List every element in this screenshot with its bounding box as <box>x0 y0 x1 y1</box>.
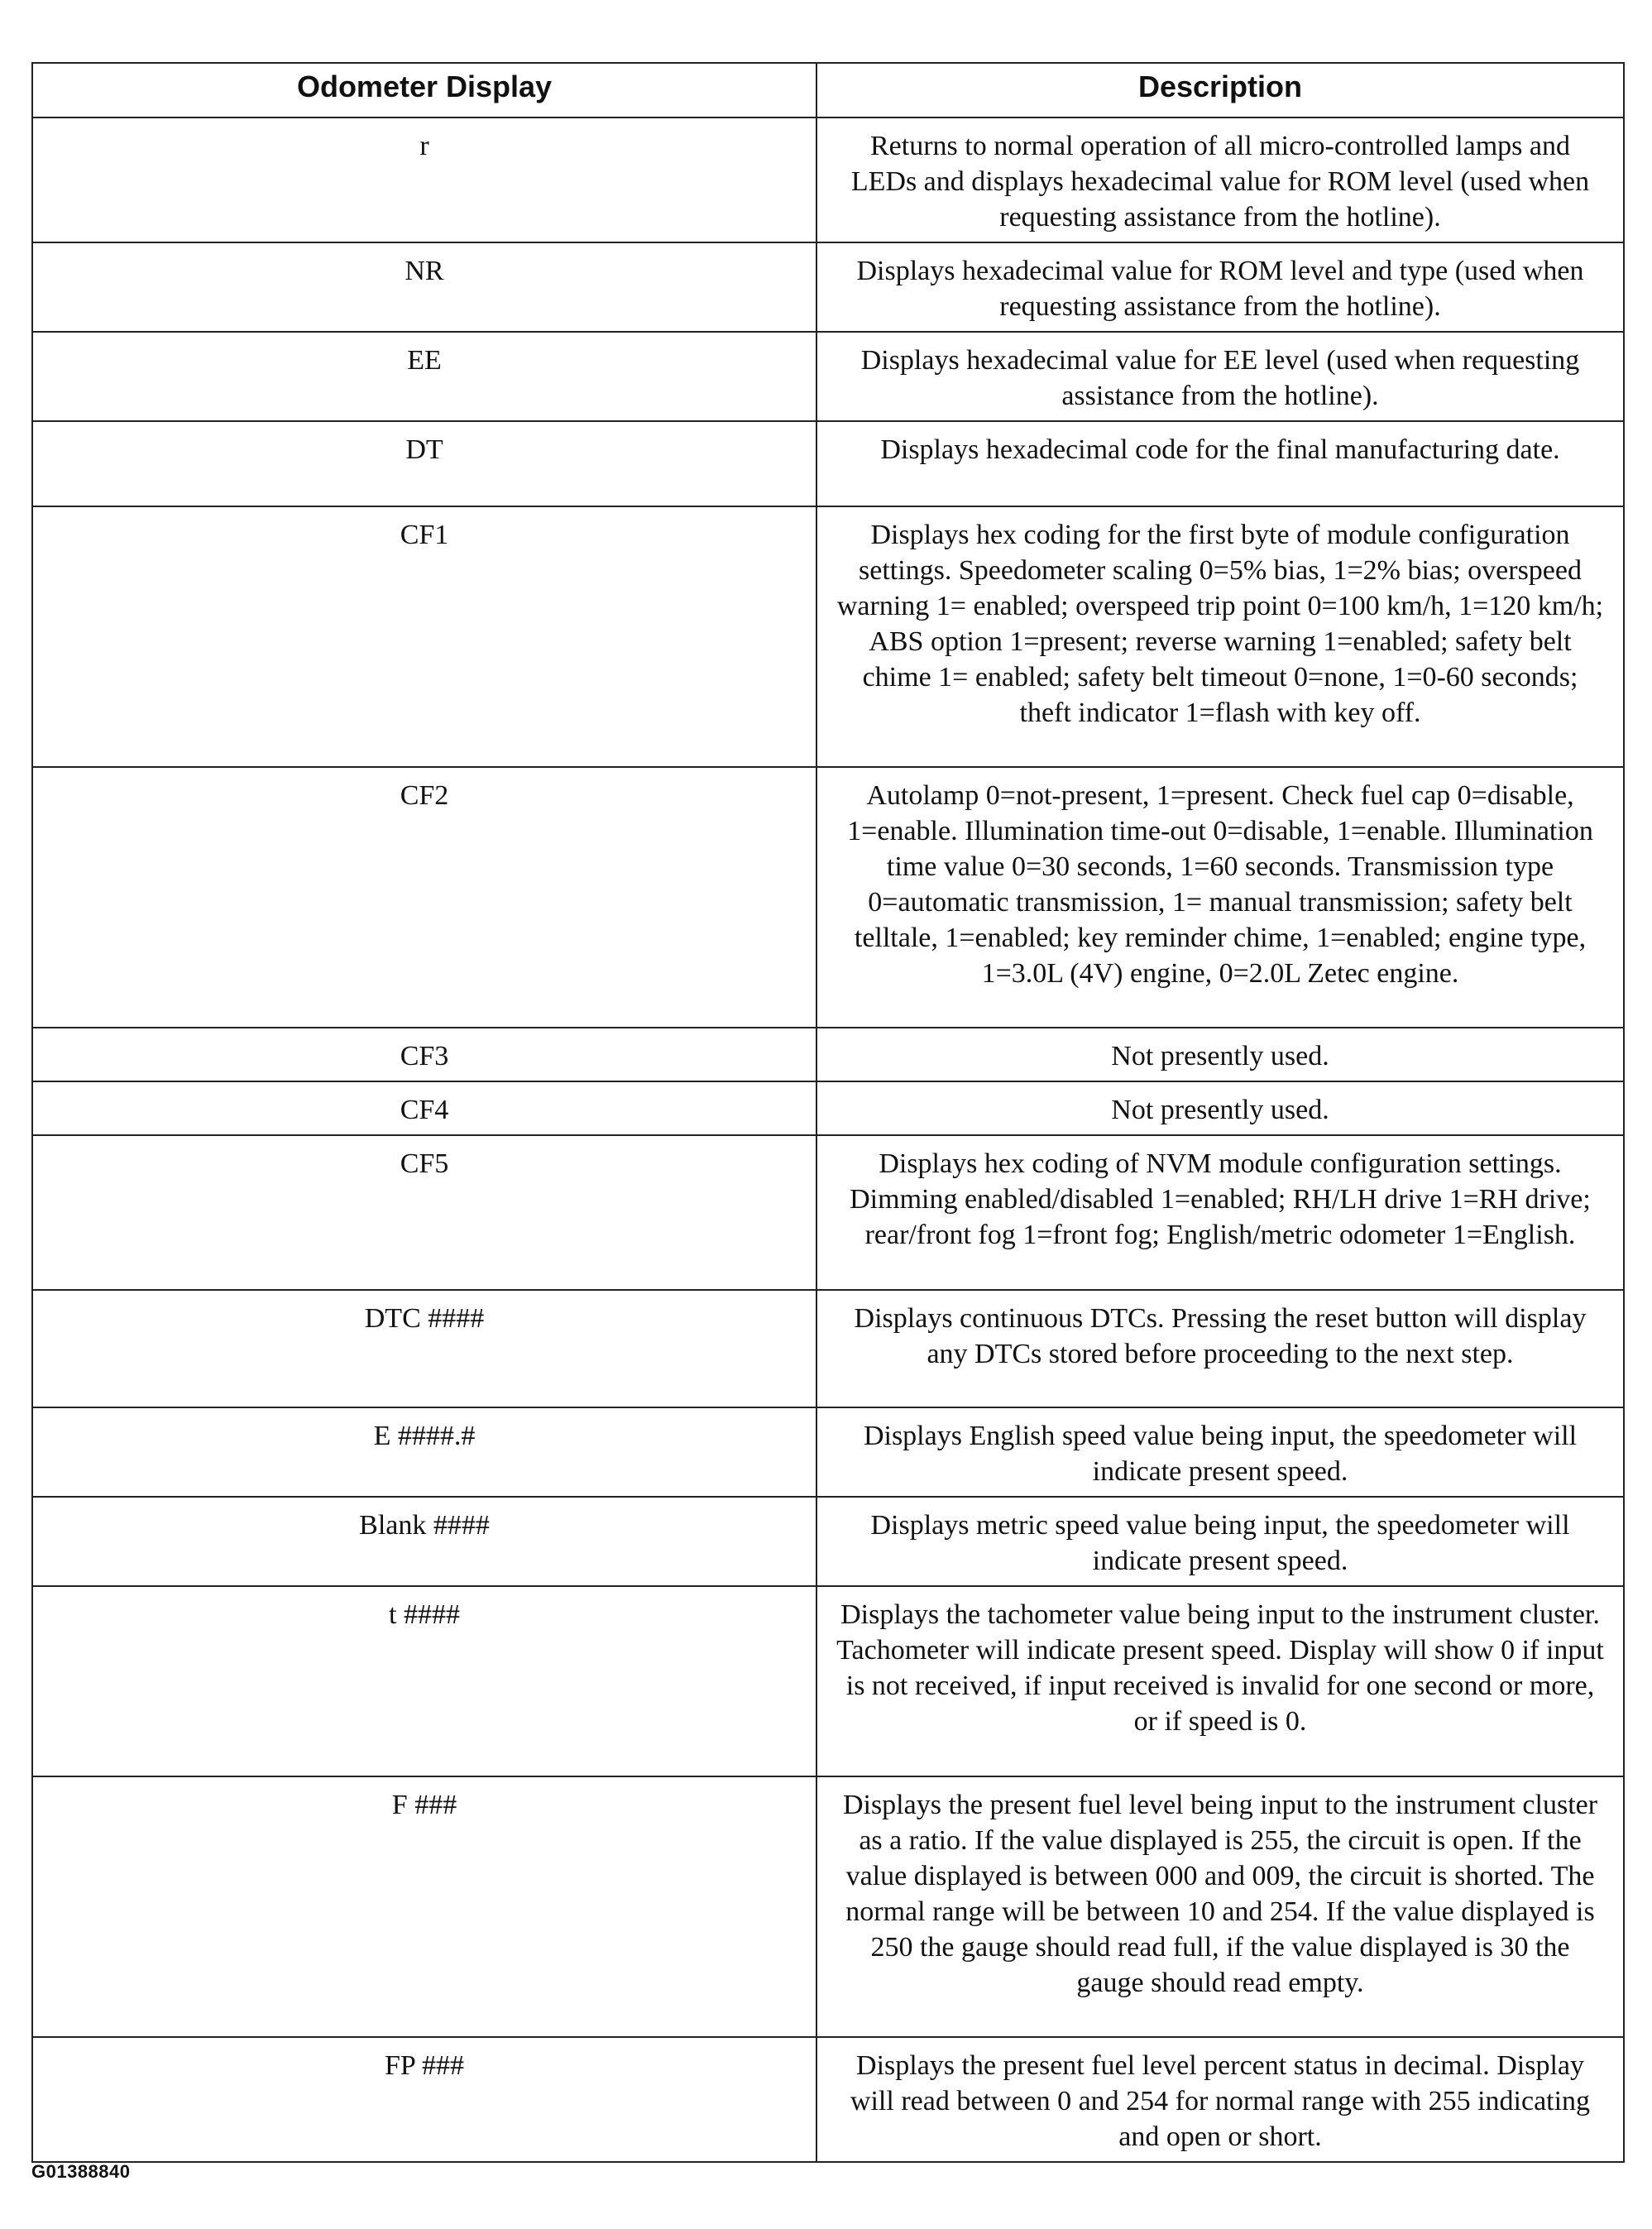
table-row <box>32 421 1624 506</box>
description-cell: Autolamp 0=not-present, 1=present. Check fuel cap 0=disable, 1=enable. Illumination time-out 0=disable, 1=enable. Illumination time value 0=30 seconds, 1=60 seconds. Transmission type 0=automatic transmission, 1= manual transmission; safety belt telltale, 1=enabled; key reminder chime, 1=enabled; engine type, 1=3.0L (4V) engine, 0=2.0L Zetec engine. <box>816 767 1624 1028</box>
table-header-row <box>32 63 1624 117</box>
description-cell: Displays hex coding of NVM module configuration settings. Dimming enabled/disabled 1=enabled; RH/LH drive 1=RH drive; rear/front fog 1=front fog; English/metric odometer 1=English. <box>816 1135 1624 1290</box>
header-description: Description <box>816 63 1624 117</box>
table-row <box>32 1407 1624 1497</box>
description-cell: Displays the tachometer value being input to the instrument cluster. Tachometer will indicate present speed. Display will show 0 if input is not received, if input received is invalid for one second or more, or if speed is 0. <box>816 1586 1624 1776</box>
description-cell: Displays hex coding for the first byte of module configuration settings. Speedometer scaling 0=5% bias, 1=2% bias; overspeed warning 1= enabled; overspeed trip point 0=100 km/h, 1=120 km/h; ABS option 1=present; reverse warning 1=enabled; safety belt chime 1= enabled; safety belt timeout 0=none, 1=0-60 seconds; theft indicator 1=flash with key off. <box>816 506 1624 767</box>
table-row <box>32 506 1624 767</box>
table-row <box>32 767 1624 1028</box>
description-cell: Displays the present fuel level being input to the instrument cluster as a ratio. If the value displayed is 255, the circuit is open. If the value displayed is between 000 and 009, the circuit is shorted. The normal range will be between 10 and 254. If the value displayed is 250 the gauge should read full, if the value displayed is 30 the gauge should read empty. <box>816 1776 1624 2037</box>
description-cell: Returns to normal operation of all micro-controlled lamps and LEDs and displays hexadecimal value for ROM level (used when requesting assistance from the hotline). <box>816 117 1624 242</box>
display-cell: r <box>32 117 816 242</box>
display-cell: DT <box>32 421 816 506</box>
display-cell: t #### <box>32 1586 816 1776</box>
display-cell: CF4 <box>32 1081 816 1135</box>
table-row <box>32 1290 1624 1407</box>
table-row <box>32 332 1624 421</box>
table-row <box>32 1081 1624 1135</box>
description-cell: Displays hexadecimal code for the final manufacturing date. <box>816 421 1624 506</box>
table-body <box>32 117 1624 2162</box>
display-cell: Blank #### <box>32 1497 816 1586</box>
display-cell: CF3 <box>32 1028 816 1081</box>
description-cell: Not presently used. <box>816 1081 1624 1135</box>
table-row <box>32 1776 1624 2037</box>
display-cell: E ####.# <box>32 1407 816 1497</box>
display-cell: CF5 <box>32 1135 816 1290</box>
display-cell: FP ### <box>32 2037 816 2162</box>
description-cell: Displays metric speed value being input, the speedometer will indicate present speed. <box>816 1497 1624 1586</box>
odometer-display-table <box>31 62 1625 2163</box>
table-row <box>32 117 1624 242</box>
table-row <box>32 1135 1624 1290</box>
display-cell: DTC #### <box>32 1290 816 1407</box>
document-page <box>31 62 1623 2163</box>
display-cell: CF2 <box>32 767 816 1028</box>
header-odometer-display: Odometer Display <box>32 63 816 117</box>
table-row <box>32 1028 1624 1081</box>
figure-code: G01388840 <box>31 2161 131 2182</box>
display-cell: CF1 <box>32 506 816 767</box>
description-cell: Displays English speed value being input, the speedometer will indicate present speed. <box>816 1407 1624 1497</box>
table-row <box>32 1586 1624 1776</box>
table-row <box>32 2037 1624 2162</box>
display-cell: F ### <box>32 1776 816 2037</box>
description-cell: Displays the present fuel level percent status in decimal. Display will read between 0 and 254 for normal range with 255 indicating and open or short. <box>816 2037 1624 2162</box>
description-cell: Displays hexadecimal value for EE level (used when requesting assistance from the hotline). <box>816 332 1624 421</box>
table-row <box>32 1497 1624 1586</box>
description-cell: Displays hexadecimal value for ROM level and type (used when requesting assistance from the hotline). <box>816 242 1624 332</box>
display-cell: NR <box>32 242 816 332</box>
display-cell: EE <box>32 332 816 421</box>
description-cell: Displays continuous DTCs. Pressing the reset button will display any DTCs stored before proceeding to the next step. <box>816 1290 1624 1407</box>
table-row <box>32 242 1624 332</box>
description-cell: Not presently used. <box>816 1028 1624 1081</box>
